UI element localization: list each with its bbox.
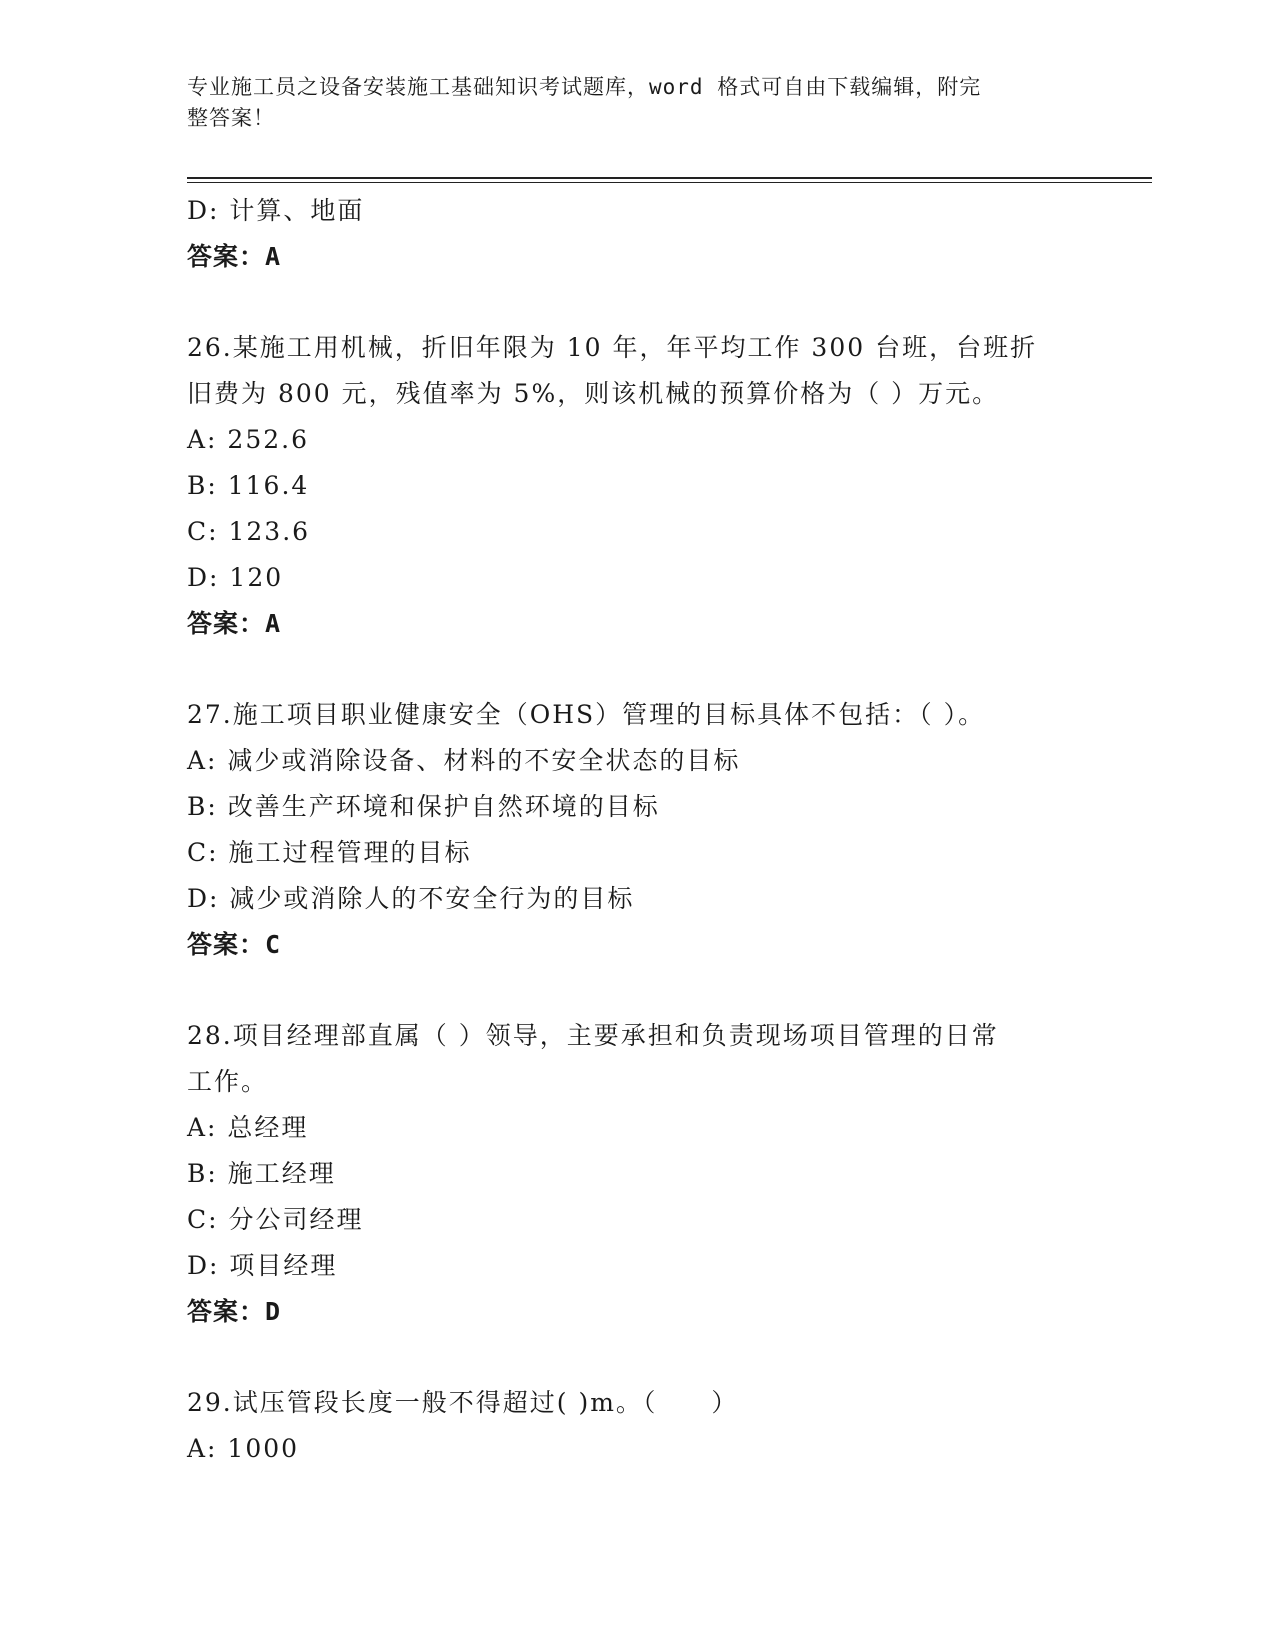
question-stem: 29.试压管段长度一般不得超过( )m。（ ） xyxy=(187,1388,739,1417)
header-line-2: 整答案！ xyxy=(187,106,275,130)
header-line-1: 专业施工员之设备安装施工基础知识考试题库，word 格式可自由下载编辑，附完 xyxy=(187,75,982,99)
header-divider-thin xyxy=(187,182,1152,183)
document-body xyxy=(187,188,1067,1472)
option-c: C: 施工过程管理的目标 xyxy=(187,838,472,867)
question-stem: 26.某施工用机械，折旧年限为 10 年，年平均工作 300 台班，台班折 xyxy=(187,333,1038,362)
option-a: A: 1000 xyxy=(187,1434,300,1463)
question-stem: 27.施工项目职业健康安全（OHS）管理的目标具体不包括：（ ）。 xyxy=(187,700,986,729)
option-b: B: 施工经理 xyxy=(187,1159,336,1188)
option-a: A: 252.6 xyxy=(187,425,309,454)
spacer xyxy=(187,1335,1067,1380)
question-25-tail xyxy=(187,188,1067,280)
option-a: A: 减少或消除设备、材料的不安全状态的目标 xyxy=(187,746,741,775)
option-c: C: 123.6 xyxy=(187,517,311,546)
answer: 答案：D xyxy=(187,1297,282,1326)
option-d: D: 计算、地面 xyxy=(187,196,365,225)
answer: 答案：A xyxy=(187,609,282,638)
question-27 xyxy=(187,692,1067,968)
option-d: D: 项目经理 xyxy=(187,1251,338,1280)
option-b: B: 改善生产环境和保护自然环境的目标 xyxy=(187,792,660,821)
answer: 答案：A xyxy=(187,242,282,271)
spacer xyxy=(187,647,1067,692)
question-26 xyxy=(187,325,1067,647)
question-stem: 工作。 xyxy=(187,1067,269,1096)
answer: 答案：C xyxy=(187,930,282,959)
spacer xyxy=(187,968,1067,1013)
header-divider-thick xyxy=(187,177,1152,179)
option-c: C: 分公司经理 xyxy=(187,1205,364,1234)
document-header xyxy=(187,72,1067,134)
option-a: A: 总经理 xyxy=(187,1113,309,1142)
question-stem: 28.项目经理部直属（ ）领导，主要承担和负责现场项目管理的日常 xyxy=(187,1021,999,1050)
option-d: D: 120 xyxy=(187,563,284,592)
question-28 xyxy=(187,1013,1067,1335)
question-stem: 旧费为 800 元，残值率为 5%，则该机械的预算价格为（ ）万元。 xyxy=(187,379,1000,408)
spacer xyxy=(187,280,1067,325)
option-b: B: 116.4 xyxy=(187,471,310,500)
question-29 xyxy=(187,1380,1067,1472)
option-d: D: 减少或消除人的不安全行为的目标 xyxy=(187,884,635,913)
